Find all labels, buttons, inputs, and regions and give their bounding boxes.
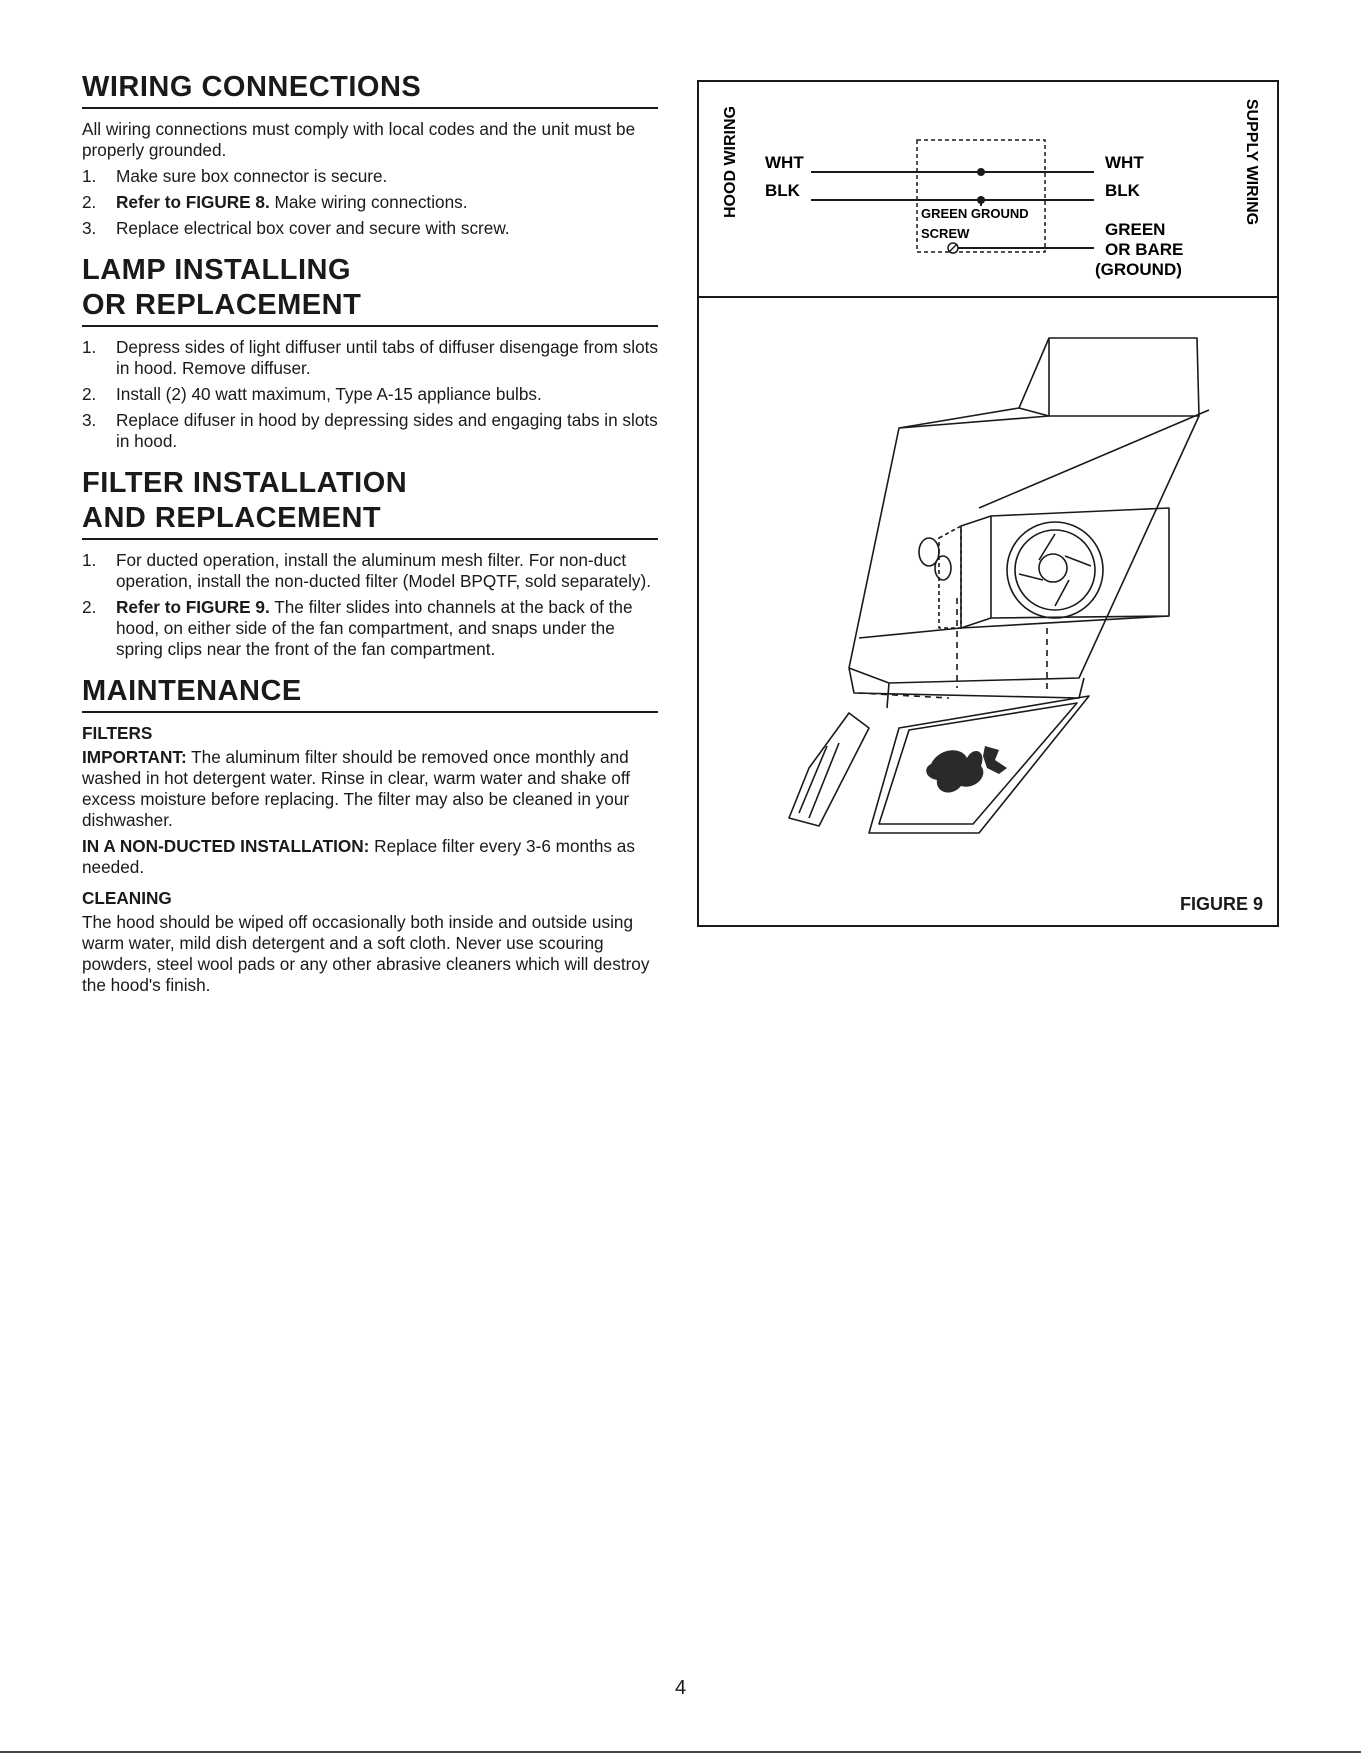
hood-top-housing (1049, 338, 1199, 416)
blk-right-label: BLK (1105, 181, 1140, 200)
maintenance-heading: MAINTENANCE (82, 674, 658, 713)
lamp-heading: LAMP INSTALLING OR REPLACEMENT (82, 253, 658, 327)
green-ground-label: GREEN GROUND (921, 206, 1029, 221)
lamp-step: 1. Depress sides of light diffuser until tabs of diffuser disengage from slots in hood. Remove diffuser. (82, 337, 659, 378)
wht-connector-dot (977, 168, 985, 176)
wiring-step: 3. Replace electrical box cover and secure with screw. (82, 218, 510, 238)
filter-step: 2. Refer to FIGURE 9. The filter slides into channels at the back of the hood, on either side of the fan compartment, and snaps under the spring clips near the front of the fan compartment. (82, 597, 633, 659)
cleaning-subheading: CLEANING (82, 888, 172, 908)
fan-hub-icon (1039, 554, 1067, 582)
supply-wiring-label: SUPPLY WIRING (1243, 98, 1260, 226)
fan-outer-ring (1007, 522, 1103, 618)
figure-9-caption: FIGURE 9 (1179, 894, 1263, 914)
page-number: 4 (674, 1677, 687, 1699)
wht-left-label: WHT (765, 153, 804, 172)
main-column (82, 70, 658, 1001)
figure-9-filter-illustration (697, 296, 1279, 927)
lamp-step: 2. Install (2) 40 watt maximum, Type A-15 appliance bulbs. (82, 384, 542, 404)
bottom-rule (0, 1751, 1361, 1753)
wiring-step: 1. Make sure box connector is secure. (82, 166, 388, 186)
filters-subheading: FILTERS (82, 723, 153, 743)
important-paragraph: IMPORTANT: The aluminum filter should be removed once monthly and washed in hot detergent water. Rinse in clear, warm water and shake off excess moisture before replacing. The filter may also be cleaned in your dishwasher. (82, 747, 631, 830)
lamp-steps (82, 337, 658, 452)
wiring-steps (82, 166, 658, 239)
filter-steps (82, 550, 658, 660)
hood-wiring-label: HOOD WIRING (722, 106, 739, 218)
blk-left-label: BLK (765, 181, 800, 200)
or-bare-label: OR BARE (1105, 240, 1184, 259)
maintenance-section (82, 674, 658, 996)
wiring-intro: All wiring connections must comply with local codes and the unit must be properly grounded. (82, 119, 636, 160)
filter-illustration-svg (699, 298, 1277, 925)
screw-label: SCREW (921, 226, 970, 241)
wiring-heading: WIRING CONNECTIONS (82, 70, 658, 109)
wht-right-label: WHT (1105, 153, 1144, 172)
filter-section (82, 466, 658, 660)
wiring-step: 2. Refer to FIGURE 8. Make wiring connections. (82, 192, 468, 212)
green-right-label: GREEN (1105, 220, 1166, 239)
filter-heading: FILTER INSTALLATION AND REPLACEMENT (82, 466, 658, 540)
ground-right-label: (GROUND) (1095, 260, 1182, 279)
cleaning-paragraph: The hood should be wiped off occasionally both inside and outside using warm water, mild dish detergent and a soft cloth. Never use scouring powders, steel wool pads or any other abrasive cleaners which will destroy the hood's finish. (82, 912, 650, 995)
lamp-step: 3. Replace difuser in hood by depressing sides and engaging tabs in slots in hood. (82, 410, 658, 451)
wiring-section (82, 70, 658, 239)
nonducted-paragraph: IN A NON-DUCTED INSTALLATION: Replace filter every 3-6 months as needed. (82, 836, 635, 877)
filter-step: 1. For ducted operation, install the aluminum mesh filter. For non-duct operation, install the non-ducted filter (Model BPQTF, sold separately). (82, 550, 651, 591)
lamp-section (82, 253, 658, 452)
filter-mesh-texture (926, 746, 1007, 793)
